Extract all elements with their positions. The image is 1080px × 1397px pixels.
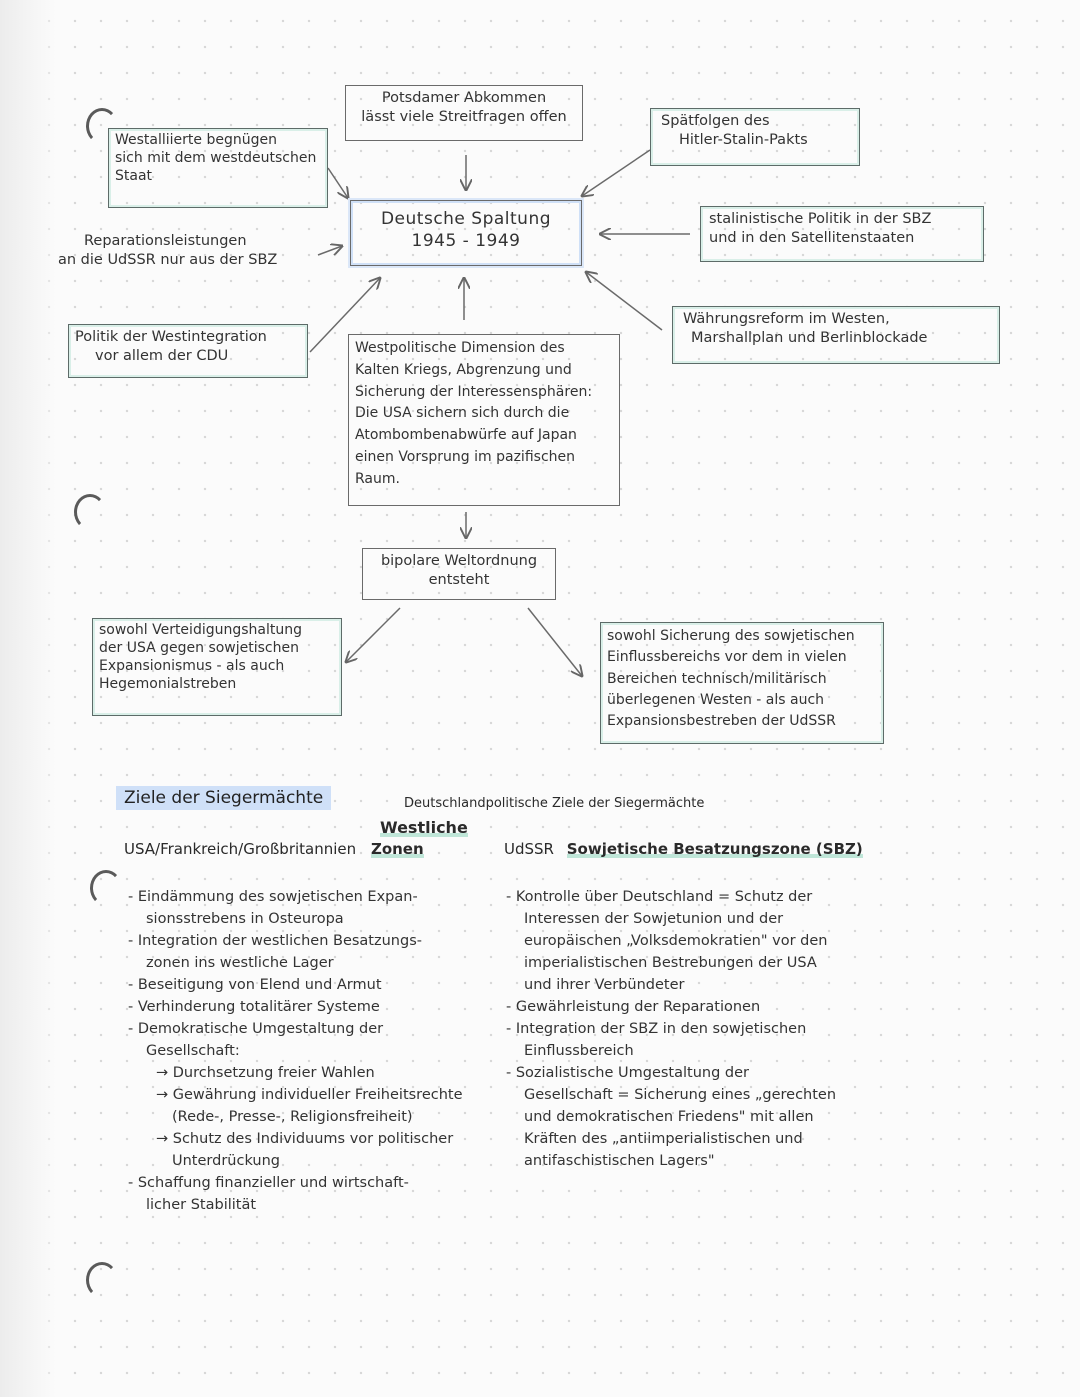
stalinistisch-line1: stalinistische Politik in der SBZ — [709, 211, 932, 227]
list-item: - Verhinderung totalitärer Systeme — [128, 999, 380, 1016]
spaetfolgen-line2: Hitler-Stalin-Pakts — [679, 131, 808, 148]
list-item: antifaschistischen Lagers" — [524, 1153, 715, 1170]
westpolitisch-line: Die USA sichern sich durch die — [355, 405, 570, 422]
center-title: Deutsche Spaltung — [380, 209, 552, 229]
list-item: licher Stabilität — [146, 1197, 257, 1214]
list-item: → Durchsetzung freier Wahlen — [156, 1065, 375, 1082]
list-item: imperialistischen Bestrebungen der USA — [524, 955, 817, 972]
west-label-top: Westliche — [380, 818, 468, 837]
westpolitisch-line: Sicherung der Interessensphären: — [355, 383, 593, 400]
list-item: → Gewährung individueller Freiheitsrechte — [156, 1087, 463, 1104]
list-item: - Schaffung finanzieller und wirtschaft- — [128, 1175, 409, 1192]
section-heading: Ziele der Siegermächte — [116, 786, 331, 810]
westpolitisch-line: Kalten Kriegs, Abgrenzung und — [355, 361, 572, 378]
list-item: Einflussbereich — [524, 1043, 634, 1060]
potsdam-line2: lässt viele Streitfragen offen — [361, 108, 567, 125]
arrow-to-verteidigung — [346, 608, 400, 662]
verteidigung-box — [92, 618, 342, 716]
arrow-reparationen — [318, 246, 342, 255]
sicherung-box — [600, 622, 884, 744]
verteidigung-line: sowohl Verteidigungshaltung — [99, 622, 302, 638]
list-item: Kräften des „antiimperialistischen und — [524, 1131, 803, 1148]
list-item: - Integration der westlichen Besatzungs- — [128, 933, 422, 950]
verteidigung-line: Expansionismus - als auch — [99, 657, 285, 674]
spaetfolgen-line1: Spätfolgen des — [661, 113, 770, 129]
westpolitisch-line: Atombombenabwürfe auf Japan — [355, 427, 577, 444]
center-title-box — [350, 200, 582, 266]
list-item: und ihrer Verbündeter — [524, 977, 685, 994]
sicherung-line: Expansionsbestreben der UdSSR — [607, 713, 836, 730]
reparationen-note — [58, 232, 316, 269]
westpolitisch-box — [348, 334, 620, 506]
arrow-spaetfolgen — [582, 150, 650, 196]
west-zones-label: Zonen — [370, 840, 424, 858]
sicherung-line: sowohl Sicherung des sowjetischen — [607, 628, 855, 644]
east-country: UdSSR — [504, 840, 554, 858]
list-item: - Gewährleistung der Reparationen — [506, 999, 761, 1016]
list-item: - Demokratische Umgestaltung der — [128, 1021, 384, 1038]
westalliierte-line2: sich mit dem westdeutschen — [115, 149, 317, 166]
center-years: 1945 - 1949 — [411, 230, 521, 251]
list-item: sionsstrebens in Osteuropa — [146, 911, 344, 928]
list-item: europäischen „Volksdemokratien" vor den — [524, 933, 828, 950]
arrow-waehrungsreform — [586, 272, 662, 330]
spaetfolgen-box — [650, 108, 860, 166]
list-item: - Beseitigung von Elend und Armut — [128, 977, 382, 994]
list-item: zonen ins westliche Lager — [146, 955, 334, 972]
west-goals-list — [128, 886, 463, 1216]
verteidigung-line: Hegemonialstreben — [99, 675, 237, 692]
bipolar-line2: entsteht — [428, 571, 490, 588]
arrow-westalliierte — [328, 168, 348, 198]
reparationen-line2: an die UdSSR nur aus der SBZ — [58, 251, 278, 268]
westintegration-line1: Politik der Westintegration — [75, 329, 267, 345]
westalliierte-line3: Staat — [115, 167, 153, 184]
section-subheading: Deutschlandpolitische Ziele der Siegermächte — [404, 796, 705, 811]
waehrungsreform-line1: Währungsreform im Westen, — [683, 311, 890, 327]
east-goals-list — [506, 886, 836, 1172]
stalinistisch-box — [700, 206, 984, 262]
sicherung-line: Bereichen technisch/militärisch — [607, 670, 827, 687]
list-item: Gesellschaft: — [146, 1043, 240, 1060]
potsdam-box — [345, 85, 583, 141]
list-item: - Kontrolle über Deutschland = Schutz der — [506, 889, 813, 905]
stalinistisch-line2: und in den Satellitenstaaten — [709, 229, 915, 246]
westpolitisch-line: einen Vorsprung im pazifischen — [355, 449, 575, 466]
list-item: - Sozialistische Umgestaltung der — [506, 1065, 749, 1082]
westintegration-box — [68, 324, 308, 378]
list-item: → Schutz des Individuums vor politischer — [156, 1131, 454, 1148]
verteidigung-line: der USA gegen sowjetischen — [99, 639, 299, 656]
bipolar-box — [362, 548, 556, 600]
list-item: - Eindämmung des sowjetischen Expan- — [128, 889, 418, 905]
west-countries: USA/Frankreich/Großbritannien — [124, 840, 357, 858]
westalliierte-box — [108, 128, 328, 208]
westpolitisch-line: Westpolitische Dimension des — [355, 340, 565, 356]
list-item: - Integration der SBZ in den sowjetischen — [506, 1021, 807, 1038]
list-item: Unterdrückung — [172, 1153, 280, 1170]
list-item: Gesellschaft = Sicherung eines „gerechten — [524, 1087, 837, 1104]
reparationen-line1: Reparationsleistungen — [84, 233, 247, 249]
arrow-to-sicherung — [528, 608, 582, 676]
potsdam-line1: Potsdamer Abkommen — [381, 90, 547, 106]
westalliierte-line1: Westalliierte begnügen — [115, 132, 277, 148]
list-item: (Rede-, Presse-, Religionsfreiheit) — [172, 1109, 413, 1126]
waehrungsreform-line2: Marshallplan und Berlinblockade — [691, 329, 928, 346]
sicherung-line: Einflussbereichs vor dem in vielen — [607, 649, 847, 666]
east-zone-label: Sowjetische Besatzungszone (SBZ) — [566, 840, 863, 858]
westpolitisch-line: Raum. — [355, 470, 400, 487]
westintegration-line2: vor allem der CDU — [95, 347, 229, 364]
east-column-heading — [504, 840, 863, 858]
sicherung-line: überlegenen Westen - als auch — [607, 691, 825, 708]
list-item: Interessen der Sowjetunion und der — [524, 911, 784, 928]
west-column-heading — [124, 840, 424, 858]
bipolar-line1: bipolare Weltordnung — [380, 553, 538, 569]
list-item: und demokratischen Friedens" mit allen — [524, 1109, 814, 1126]
waehrungsreform-box — [672, 306, 1000, 364]
